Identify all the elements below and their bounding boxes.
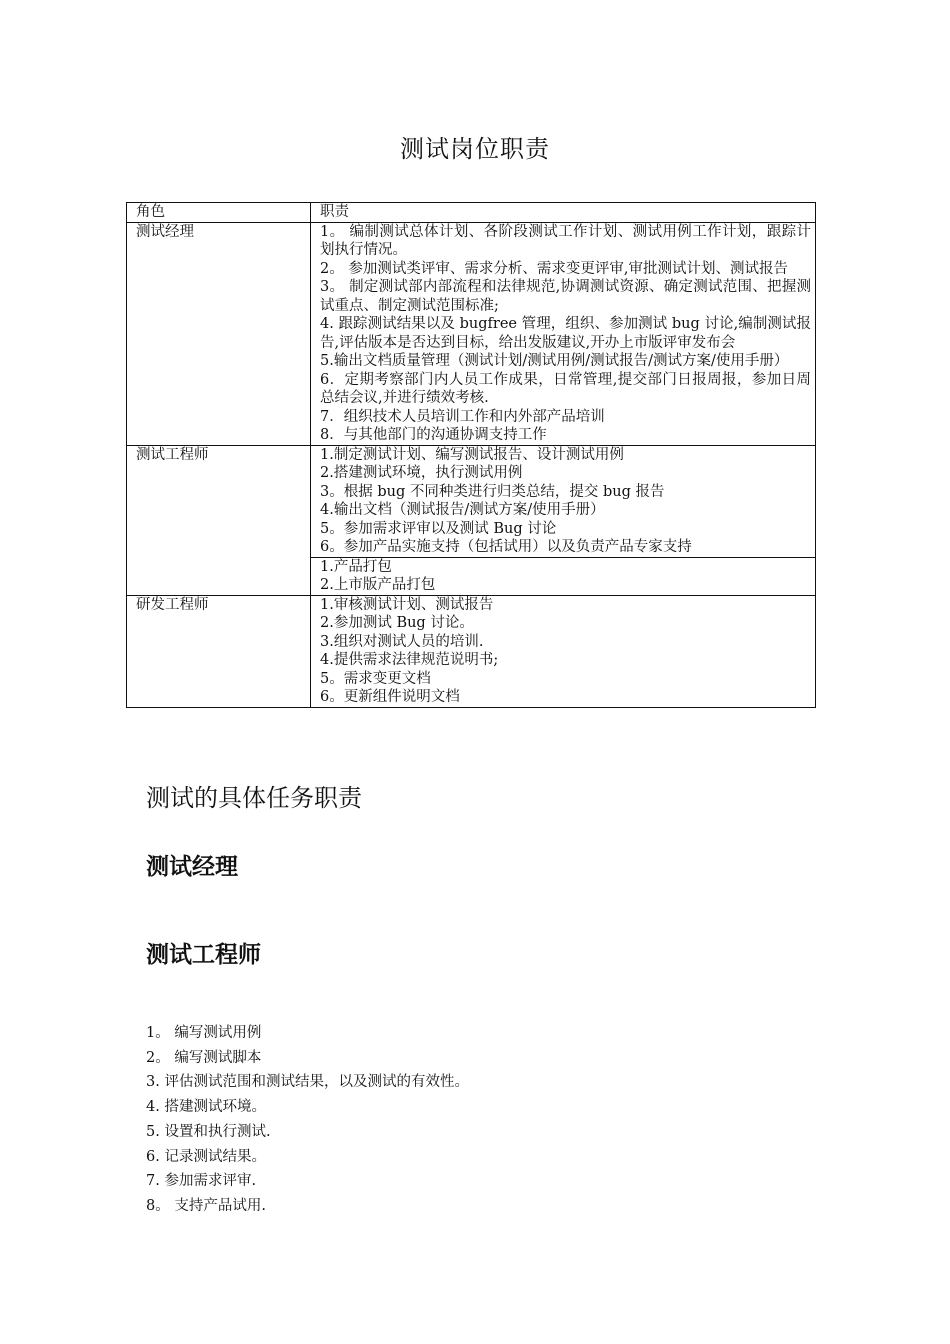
duty-line: 2.参加测试 Bug 讨论。 [320, 615, 474, 631]
duty-line: 8．与其他部门的沟通协调支持工作 [320, 427, 547, 443]
duty-line: 2.搭建测试环境，执行测试用例 [320, 465, 523, 481]
duty-line: 2。 参加测试类评审、需求分析、需求变更评审,审批测试计划、测试报告 [320, 260, 788, 277]
list-item: 2。 编写测试脚本 [146, 1049, 262, 1066]
table-row [127, 445, 816, 557]
duty-line: 5.输出文档质量管理（测试计划/测试用例/测试报告/测试方案/使用手册） [320, 353, 789, 369]
list-item: 5. 设置和执行测试. [146, 1123, 271, 1140]
duty-cell [311, 445, 816, 557]
page-title: 测试岗位职责 [400, 135, 550, 163]
duty-line: 1.制定测试计划、编写测试报告、设计测试用例 [320, 446, 624, 463]
duty-line: 2.上市版产品打包 [320, 577, 436, 593]
role-cell: 研发工程师 [127, 595, 311, 707]
duty-cell [311, 595, 816, 707]
duty-line: 4.输出文档（测试报告/测试方案/使用手册） [320, 502, 605, 518]
list-item: 1。 编写测试用例 [146, 1025, 262, 1041]
duty-line: 6．定期考察部门内人员工作成果，日常管理,提交部门日报周报，参加日周总结会议,并进行绩效考核. [320, 371, 811, 406]
duty-cell [311, 557, 816, 595]
duty-line: 4.提供需求法律规范说明书; [320, 652, 499, 668]
heading-test-engineer: 测试工程师 [146, 941, 261, 968]
section-title: 测试的具体任务职责 [146, 784, 362, 812]
table-row [127, 222, 816, 445]
duty-table [126, 202, 816, 708]
list-item: 8。 支持产品试用. [146, 1197, 266, 1214]
duty-line: 3。根据 bug 不同种类进行归类总结，提交 bug 报告 [320, 483, 665, 500]
duty-line: 6。参加产品实施支持（包括试用）以及负责产品专家支持 [320, 539, 692, 555]
duty-line: 4. 跟踪测试结果以及 bugfree 管理，组织、参加测试 bug 讨论,编制测试报告,评估版本是否达到目标，给出发版建议,开办上市版评审发布会 [320, 316, 811, 351]
table-header-row [127, 203, 816, 223]
duty-line: 3。 制定测试部内部流程和法律规范,协调测试资源、确定测试范围、把握测试重点、制定测试范围标准; [320, 279, 811, 314]
header-duty: 职责 [311, 203, 816, 223]
duty-line: 1。 编制测试总体计划、各阶段测试工作计划、测试用例工作计划，跟踪计划执行情况。 [320, 223, 811, 258]
table-row [127, 595, 816, 707]
list-item: 3. 评估测试范围和测试结果，以及测试的有效性。 [146, 1074, 469, 1091]
duty-line: 7．组织技术人员培训工作和内外部产品培训 [320, 408, 605, 425]
list-item: 7. 参加需求评审. [146, 1173, 257, 1190]
duty-cell [311, 222, 816, 445]
list-item: 6. 记录测试结果。 [146, 1148, 266, 1165]
heading-test-manager: 测试经理 [146, 853, 238, 880]
duty-line: 3.组织对测试人员的培训. [320, 633, 484, 650]
duty-line: 5。需求变更文档 [320, 670, 431, 687]
duty-line: 1.产品打包 [320, 558, 392, 575]
role-cell: 测试工程师 [127, 445, 311, 595]
list-item: 4. 搭建测试环境。 [146, 1099, 266, 1116]
engineer-task-list [146, 1021, 469, 1219]
role-cell: 测试经理 [127, 222, 311, 445]
header-role: 角色 [127, 203, 311, 223]
duty-line: 6。更新组件说明文档 [320, 689, 460, 705]
duty-line: 5。参加需求评审以及测试 Bug 讨论 [320, 520, 557, 537]
duty-line: 1.审核测试计划、测试报告 [320, 596, 494, 613]
